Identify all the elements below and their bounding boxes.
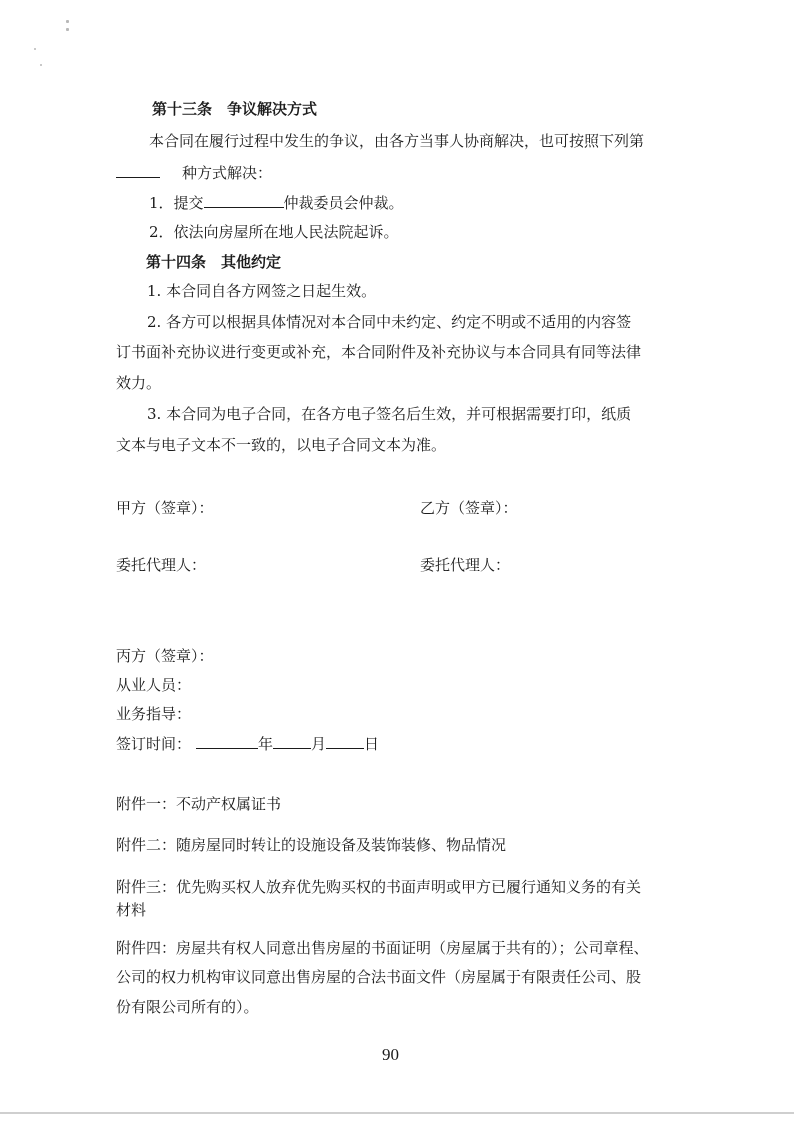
page-number: 90 — [382, 1045, 399, 1064]
attachment-3-line-2: 材料 — [116, 901, 147, 919]
sign-time-label: 签订时间： — [116, 735, 192, 753]
section-14-title: 第十四条 其他约定 — [146, 253, 282, 271]
section-13-paragraph-line-2 — [116, 163, 272, 182]
section-13-item-1-prefix: 1．提交 — [149, 194, 204, 212]
day-blank[interactable] — [326, 734, 364, 749]
business-guide-label: 业务指导： — [116, 705, 192, 723]
party-a-agent-label: 委托代理人： — [116, 556, 207, 574]
section-14-item-2-line-3: 效力。 — [116, 374, 162, 392]
section-14-item-2-line-1: 2. 各方可以根据具体情况对本合同中未约定、约定不明或不适用的内容签 — [147, 313, 632, 331]
scan-mark — [66, 20, 69, 23]
month-blank[interactable] — [273, 734, 311, 749]
attachment-1: 附件一：不动产权属证书 — [116, 795, 282, 813]
practitioner-label: 从业人员： — [116, 676, 192, 694]
method-number-blank[interactable] — [116, 163, 160, 178]
scan-bottom-edge — [0, 1112, 794, 1114]
sign-time-row — [116, 734, 379, 753]
scan-mark — [34, 48, 36, 50]
section-14-item-2-line-2: 订书面补充协议进行变更或补充，本合同附件及补充协议与本合同具有同等法律 — [116, 343, 642, 361]
section-14-item-1: 1. 本合同自各方网签之日起生效。 — [147, 282, 377, 300]
party-c-signature-label: 丙方（签章）： — [116, 647, 214, 665]
arbitration-commission-blank[interactable] — [204, 193, 284, 208]
section-13-item-1-suffix: 仲裁委员会仲裁。 — [283, 194, 404, 212]
month-label: 月 — [311, 735, 327, 753]
section-13-item-1 — [149, 193, 404, 212]
attachment-4-line-1: 附件四：房屋共有权人同意出售房屋的书面证明（房屋属于共有的）；公司章程、 — [116, 939, 649, 957]
attachment-4-line-3: 份有限公司所有的）。 — [116, 998, 259, 1016]
section-13-title: 第十三条 争议解决方式 — [152, 100, 318, 118]
party-b-signature-label: 乙方（签章）： — [420, 499, 518, 517]
year-blank[interactable] — [196, 734, 258, 749]
attachment-3-line-1: 附件三：优先购买权人放弃优先购买权的书面声明或甲方已履行通知义务的有关 — [116, 878, 642, 896]
attachment-2: 附件二：随房屋同时转让的设施设备及装饰装修、物品情况 — [116, 836, 507, 854]
day-label: 日 — [364, 735, 380, 753]
party-b-agent-label: 委托代理人： — [420, 556, 511, 574]
party-a-signature-label: 甲方（签章）： — [116, 499, 214, 517]
scan-mark — [40, 64, 42, 66]
year-label: 年 — [258, 735, 274, 753]
section-13-paragraph-line-1: 本合同在履行过程中发生的争议，由各方当事人协商解决，也可按照下列第 — [149, 132, 645, 150]
section-14-item-3-line-1: 3. 本合同为电子合同，在各方电子签名后生效，并可根据需要打印，纸质 — [147, 405, 632, 423]
section-13-paragraph-line-2-text: 种方式解决： — [182, 164, 273, 182]
attachment-4-line-2: 公司的权力机构审议同意出售房屋的合法书面文件（房屋属于有限责任公司、股 — [116, 968, 642, 986]
scan-mark — [66, 28, 69, 31]
section-13-item-2: 2．依法向房屋所在地人民法院起诉。 — [149, 223, 399, 241]
section-14-item-3-line-2: 文本与电子文本不一致的，以电子合同文本为准。 — [116, 436, 447, 454]
